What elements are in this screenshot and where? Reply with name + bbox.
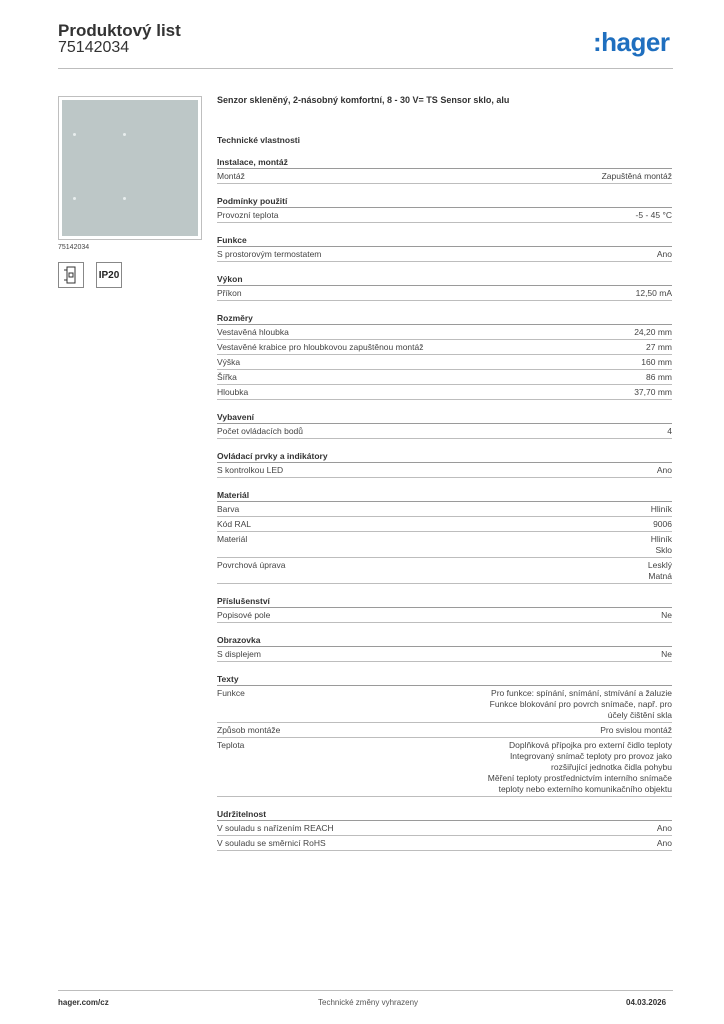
spec-group-title: Výkon — [217, 274, 672, 286]
spec-value — [667, 426, 672, 437]
footer-divider — [58, 990, 673, 991]
sensor-point — [123, 197, 126, 200]
spec-label: Způsob montáže — [217, 725, 281, 735]
spec-value-line: 27 mm — [646, 342, 672, 352]
product-code: 75142034 — [58, 39, 130, 56]
spec-label: Teplota — [217, 740, 245, 750]
spec-value — [634, 327, 672, 338]
spec-value-line: Pro funkce: spínání, snímání, stmívání a žaluzie — [491, 688, 672, 698]
spec-row — [217, 208, 672, 223]
spec-group-title: Funkce — [217, 235, 672, 247]
spec-row — [217, 821, 672, 836]
spec-row — [217, 647, 672, 662]
spec-value — [657, 838, 672, 849]
spec-value-line: účely čištění skla — [607, 710, 672, 720]
spec-label: Šířka — [217, 372, 237, 382]
spec-value-line: Integrovaný snímač teploty pro provoz jako — [509, 751, 672, 761]
spec-value-line: Zapuštěná montáž — [601, 171, 672, 181]
spec-value-line: Lesklý — [647, 560, 672, 570]
spec-row — [217, 169, 672, 184]
spec-value-line: Měření teploty prostřednictvím interního snímače — [487, 773, 672, 783]
hager-logo[interactable] — [593, 27, 669, 58]
sensor-point — [123, 133, 126, 136]
spec-value-line: rozšiřující jednotka čidla pohybu — [551, 762, 672, 772]
spec-label: S kontrolkou LED — [217, 465, 284, 475]
spec-value-line: Ano — [656, 249, 672, 259]
spec-row — [217, 836, 672, 851]
spec-row — [217, 340, 672, 355]
spec-row — [217, 723, 672, 738]
spec-label: S prostorovým termostatem — [217, 249, 322, 259]
spec-value-line: 160 mm — [641, 357, 672, 367]
spec-group-title: Podmínky použití — [217, 196, 672, 208]
spec-row — [217, 424, 672, 439]
spec-value — [600, 725, 672, 736]
spec-groups — [217, 157, 672, 851]
spec-value-line: teploty nebo externího komunikačního objektu — [498, 784, 672, 794]
spec-value-line: -5 - 45 °C — [635, 210, 672, 220]
spec-value — [646, 342, 672, 353]
spec-row — [217, 517, 672, 532]
spec-row — [217, 608, 672, 623]
spec-value — [602, 171, 672, 182]
spec-value — [641, 357, 672, 368]
spec-value-line: Ano — [656, 465, 672, 475]
spec-value — [653, 519, 672, 530]
spec-value-line: Doplňková přípojka pro externí čidlo teploty — [508, 740, 672, 750]
page-title: Produktový list — [58, 21, 181, 40]
spec-value-line: 37,70 mm — [634, 387, 672, 397]
spec-group-title: Materiál — [217, 490, 672, 502]
spec-value-line: Ano — [656, 838, 672, 848]
spec-label: Hloubka — [217, 387, 249, 397]
spec-value-line: 86 mm — [646, 372, 672, 382]
product-title: Senzor skleněný, 2-násobný komfortní, 8 - 30 V= TS Sensor sklo, alu — [217, 95, 510, 105]
spec-value — [661, 649, 672, 660]
spec-group-title: Texty — [217, 674, 672, 686]
spec-value — [488, 740, 672, 795]
spec-group-title: Obrazovka — [217, 635, 672, 647]
glass-panel — [62, 100, 198, 236]
spec-value-line: 24,20 mm — [634, 327, 672, 337]
spec-value — [648, 560, 672, 582]
spec-label: Vestavěné krabice pro hloubkovou zapuštěnou montáž — [217, 342, 424, 352]
spec-row — [217, 370, 672, 385]
section-heading: Technické vlastnosti — [217, 135, 300, 145]
spec-label: Funkce — [217, 688, 245, 698]
spec-value — [651, 504, 672, 515]
spec-value-line: Pro svislou montáž — [600, 725, 672, 735]
spec-group-title: Udržitelnost — [217, 809, 672, 821]
spec-value — [657, 249, 672, 260]
ip-rating-label: IP20 — [98, 269, 120, 281]
spec-value-line: Ne — [661, 649, 672, 659]
spec-value — [646, 372, 672, 383]
spec-row — [217, 558, 672, 584]
spec-row — [217, 502, 672, 517]
spec-row — [217, 355, 672, 370]
spec-label: V souladu se směrnicí RoHS — [217, 838, 326, 848]
footer-website-link[interactable]: hager.com/cz — [58, 998, 109, 1007]
spec-group-title: Ovládací prvky a indikátory — [217, 451, 672, 463]
sensor-point — [73, 133, 76, 136]
spec-value — [636, 210, 672, 221]
spec-value-line: 12,50 mA — [635, 288, 672, 298]
spec-label: Materiál — [217, 534, 248, 544]
spec-value-line: Hliník — [650, 534, 672, 544]
spec-value-line: Sklo — [655, 545, 672, 555]
spec-value — [651, 534, 672, 556]
spec-label: Počet ovládacích bodů — [217, 426, 304, 436]
spec-label: S displejem — [217, 649, 261, 659]
sensor-point — [73, 197, 76, 200]
product-image — [58, 96, 202, 240]
header-divider — [58, 68, 673, 69]
spec-row — [217, 738, 672, 797]
spec-group-title: Rozměry — [217, 313, 672, 325]
spec-row — [217, 463, 672, 478]
spec-row — [217, 286, 672, 301]
spec-row — [217, 385, 672, 400]
spec-label: Povrchová úprava — [217, 560, 286, 570]
spec-value — [490, 688, 672, 721]
flush-mount-icon — [58, 262, 84, 288]
spec-value — [657, 465, 672, 476]
spec-value-line: 4 — [667, 426, 672, 436]
spec-label: Příkon — [217, 288, 242, 298]
spec-row — [217, 325, 672, 340]
spec-value-line: Matná — [648, 571, 672, 581]
spec-table — [217, 95, 672, 851]
spec-row — [217, 532, 672, 558]
image-caption: 75142034 — [58, 244, 90, 251]
spec-label: Provozní teplota — [217, 210, 279, 220]
spec-label: Výška — [217, 357, 241, 367]
spec-row — [217, 247, 672, 262]
spec-value-line: Ano — [656, 823, 672, 833]
spec-label: Vestavěná hloubka — [217, 327, 289, 337]
ip-rating-badge — [96, 262, 122, 288]
spec-value — [661, 610, 672, 621]
spec-group-title: Vybavení — [217, 412, 672, 424]
spec-label: Popisové pole — [217, 610, 271, 620]
spec-label: Montáž — [217, 171, 245, 181]
spec-value-line: Hliník — [650, 504, 672, 514]
spec-value-line: Ne — [661, 610, 672, 620]
spec-row — [217, 686, 672, 723]
spec-value-line: Funkce blokování pro povrch snímače, např. pro — [489, 699, 672, 709]
spec-value — [657, 823, 672, 834]
spec-value-line: 9006 — [653, 519, 672, 529]
spec-value — [636, 288, 672, 299]
spec-label: Barva — [217, 504, 240, 514]
spec-value — [634, 387, 672, 398]
logo-text: :hager — [593, 27, 670, 57]
spec-label: Kód RAL — [217, 519, 252, 529]
footer-date: 04.03.2026 — [626, 998, 667, 1007]
spec-group-title: Instalace, montáž — [217, 157, 672, 169]
spec-label: V souladu s nařízením REACH — [217, 823, 334, 833]
spec-group-title: Příslušenství — [217, 596, 672, 608]
footer-note: Technické změny vyhrazeny — [318, 998, 419, 1007]
